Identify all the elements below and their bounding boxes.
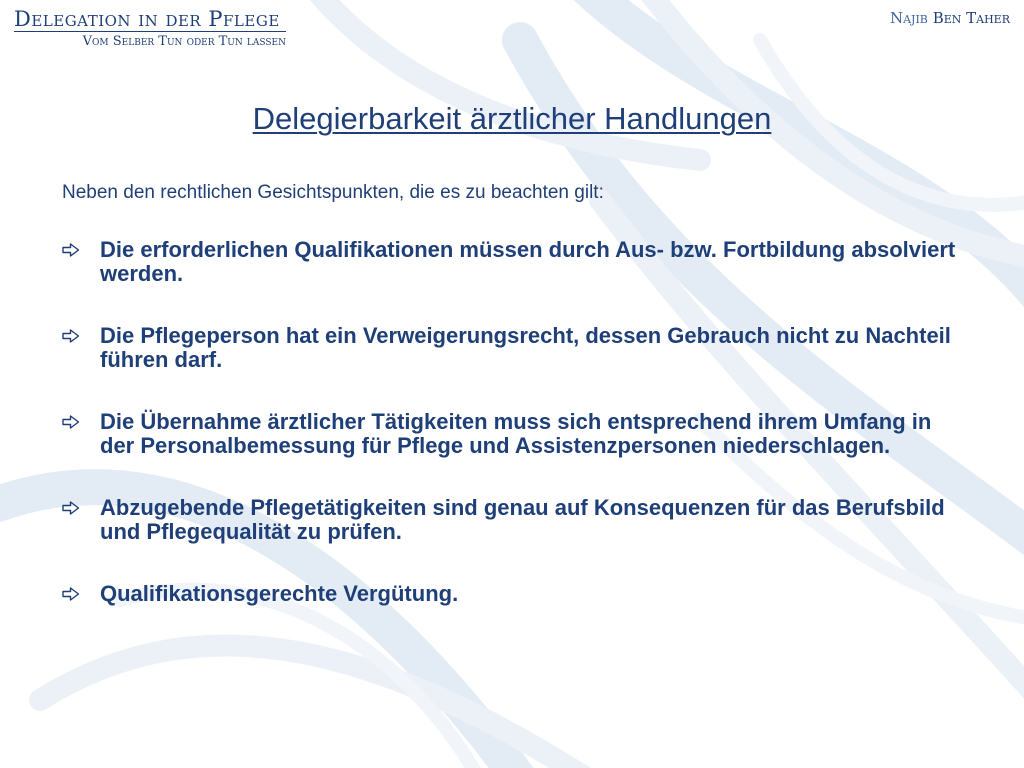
- hollow-right-arrow-icon: [62, 410, 82, 434]
- bullet-item: [62, 324, 962, 372]
- bullet-text: Qualifikationsgerechte Vergütung.: [100, 581, 459, 606]
- header-brand: [14, 8, 286, 49]
- author-first-name: Najib: [889, 9, 928, 27]
- bullet-item: [62, 582, 962, 606]
- bullet-text: Abzugebende Pflegetätigkeiten sind genau auf Konsequenzen für das Berufsbild und Pflegequalität zu prüfen.: [100, 495, 945, 544]
- intro-text: Neben den rechtlichen Gesichtspunkten, die es zu beachten gilt:: [62, 182, 604, 203]
- header-divider: [14, 31, 286, 32]
- hollow-right-arrow-icon: [62, 496, 82, 520]
- bullet-item: [62, 496, 962, 544]
- bullet-list: [62, 238, 962, 644]
- header-title: Delegation in der Pflege: [14, 7, 280, 31]
- slide-title: Delegierbarkeit ärztlicher Handlungen: [252, 101, 772, 136]
- bullet-item: [62, 410, 962, 458]
- bullet-item: [62, 238, 962, 286]
- bullet-text: Die Pflegeperson hat ein Verweigerungsrecht, dessen Gebrauch nicht zu Nachteil führen darf.: [100, 323, 951, 372]
- author-last-name: Ben Taher: [932, 9, 1010, 27]
- hollow-right-arrow-icon: [62, 324, 82, 348]
- bullet-text: Die erforderlichen Qualifikationen müssen durch Aus- bzw. Fortbildung absolviert werden.: [100, 237, 956, 286]
- author-name: [890, 9, 1010, 27]
- hollow-right-arrow-icon: [62, 238, 82, 262]
- header-subtitle: Vom Selber Tun oder Tun lassen: [82, 34, 286, 49]
- bullet-text: Die Übernahme ärztlicher Tätigkeiten muss sich entsprechend ihrem Umfang in der Personalbemessung für Pflege und Assistenzpersonen niederschlagen.: [100, 409, 932, 458]
- hollow-right-arrow-icon: [62, 582, 82, 606]
